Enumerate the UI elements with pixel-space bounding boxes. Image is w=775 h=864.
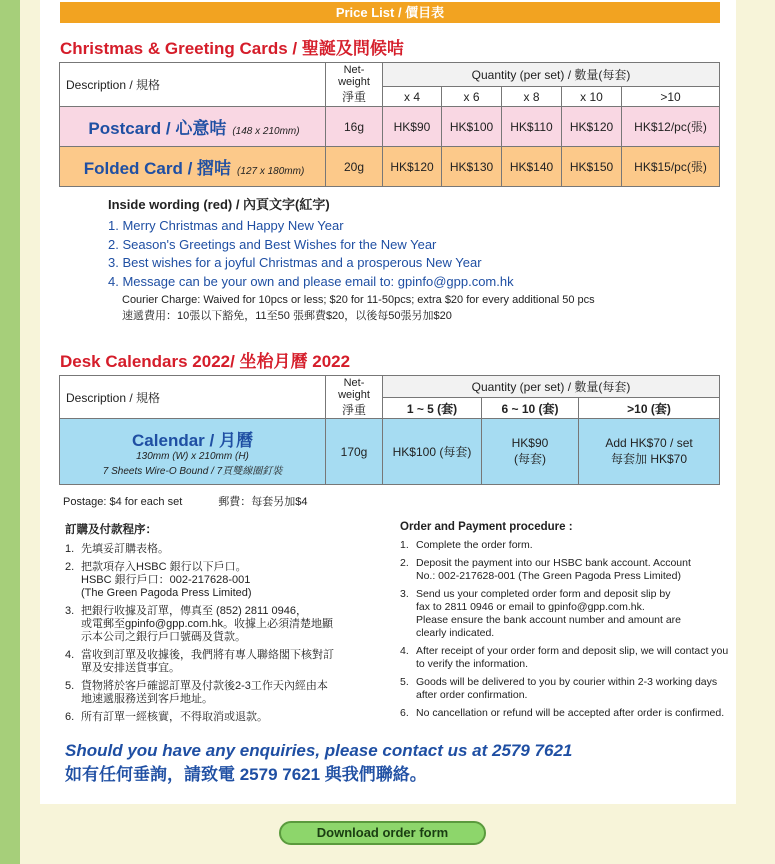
quantity-header: Quantity (per set) / 數量(每套): [383, 376, 720, 398]
price-cell: HK$130: [442, 147, 502, 187]
price-cell: HK$15/pc(張): [622, 147, 720, 187]
wording-option: 1. Merry Christmas and Happy New Year: [108, 218, 344, 233]
list-item: 6. 所有訂單一經核實，不得取消或退款。: [65, 711, 268, 723]
price-cell: HK$110: [502, 107, 562, 147]
price-cell: HK$90 (每套): [482, 419, 579, 485]
postcard-weight: 16g: [326, 107, 383, 147]
qty-col-8: x 8: [502, 87, 562, 107]
qty-col-1-5: 1 ~ 5 (套): [383, 398, 482, 419]
courier-charge-en: Courier Charge: Waived for 10pcs or less; $20 for 11-50pcs; extra $20 for every additional 50 pcs: [122, 294, 595, 306]
table-row: [60, 107, 720, 147]
folded-card-weight: 20g: [326, 147, 383, 187]
table-row: [60, 419, 720, 485]
procedure-en: Order and Payment procedure : 1. Complete the order form. 2. Deposit the payment into our HSBC bank account. Account No.: 002-217628-001 (The Green Pagoda Press Limited) 3. Send us your completed order form and deposit slip by fax to 2811 0946 or email to gpinfo@gpp.com.hk. Please ensure the bank account number and amount are clearly indicated. 4. After receipt of your order form and deposit slip, we will contact you to verify the information. 5. Goods will be delivered to you by courier within 2-3 working days after order confirmation. 6. No cancellation or refund will be accepted after order is confirmed.: [400, 521, 729, 719]
netweight-header: Net-weight 淨重: [326, 376, 383, 419]
calendars-price-table: [59, 375, 720, 485]
postcard-name: Postcard / 心意咭 (148 x 210mm): [60, 107, 326, 147]
netweight-header: Net-weight 淨重: [326, 63, 383, 107]
wording-option: 3. Best wishes for a joyful Christmas and a prosperous New Year: [108, 255, 482, 270]
enquiry-contact: Should you have any enquiries, please contact us at 2579 7621 如有任何垂詢，請致電 2579 7621 與我們聯絡。: [65, 741, 573, 784]
qty-col-over-10: >10: [622, 87, 720, 107]
postage-note: Postage: $4 for each set 郵費：每套另加$4: [63, 496, 308, 508]
list-item: 2. 把款項存入HSBC 銀行以下戶口。 HSBC 銀行戶口：002-217628-001 (The Green Pagoda Press Limited): [65, 561, 252, 599]
wording-option: 4. Message can be your own and please email to: gpinfo@gpp.com.hk: [108, 273, 514, 289]
download-order-form-button[interactable]: Download order form: [279, 821, 486, 845]
qty-col-4: x 4: [383, 87, 442, 107]
price-cell: HK$100: [442, 107, 502, 147]
list-item: 4. After receipt of your order form and deposit slip, we will contact you to verify the information.: [400, 645, 729, 670]
price-cell: HK$150: [562, 147, 622, 187]
courier-charge: [122, 292, 595, 324]
folded-card-name: Folded Card / 摺咭 (127 x 180mm): [60, 147, 326, 187]
list-item: 5. Goods will be delivered to you by courier within 2-3 working days after order confirmation.: [400, 676, 718, 701]
qty-col-over-10: >10 (套): [579, 398, 720, 419]
qty-col-6-10: 6 ~ 10 (套): [482, 398, 579, 419]
list-item: 1. 先填妥訂購表格。: [65, 543, 169, 555]
price-cell: HK$12/pc(張): [622, 107, 720, 147]
list-item: 2. Deposit the payment into our HSBC bank account. Account No.: 002-217628-001 (The Green Pagoda Press Limited): [400, 557, 691, 582]
left-side-bar: [0, 0, 20, 864]
list-item: 1. Complete the order form.: [400, 539, 533, 551]
cards-price-table: [59, 62, 720, 187]
list-item: 4. 當收到訂單及收據後，我們將有專人聯絡閣下核對訂 單及安排送貨事宜。: [65, 649, 334, 674]
cards-section-title: Christmas & Greeting Cards / 聖誕及問候咭: [60, 39, 404, 58]
description-header: Description / 規格: [60, 376, 326, 419]
price-cell: Add HK$70 / set 每套加 HK$70: [579, 419, 720, 485]
calendars-section-title: Desk Calendars 2022/ 坐枱月曆 2022: [60, 352, 351, 371]
price-cell: HK$90: [383, 107, 442, 147]
price-cell: HK$100 (每套): [383, 419, 482, 485]
description-header: Description / 規格: [60, 63, 326, 107]
wording-option: 2. Season's Greetings and Best Wishes for the New Year: [108, 236, 437, 252]
qty-col-6: x 6: [442, 87, 502, 107]
inside-wording: [108, 194, 708, 291]
list-item: 5. 貨物將於客戶確認訂單及付款後2-3工作天內經由本 地速遞服務送到客戶地址。: [65, 680, 328, 705]
price-list-header: Price List / 價目表: [60, 2, 720, 23]
quantity-header: Quantity (per set) / 數量(每套): [383, 63, 720, 87]
list-item: 3. 把銀行收據及訂單，傳真至 (852) 2811 0946， 或電郵至gpinfo@gpp.com.hk。收據上必須清楚地顯 示本公司之銀行戶口號碼及貨款。: [65, 605, 333, 643]
wording-title: Inside wording (red) / 內頁文字(紅字): [108, 197, 330, 212]
list-item: 6. No cancellation or refund will be accepted after order is confirmed.: [400, 707, 725, 719]
calendar-weight: 170g: [326, 419, 383, 485]
qty-col-10: x 10: [562, 87, 622, 107]
procedure-zh: 訂購及付款程序： 1. 先填妥訂購表格。 2. 把款項存入HSBC 銀行以下戶口。 HSBC 銀行戶口：002-217628-001 (The Green Pagoda Press Limited) 3. 把銀行收據及訂單，傳真至 (852) 2811 0946， 或電郵至gpinfo@gpp.com.hk。收據上必須清楚地顯 示本公司之銀行戶口號碼及貨款。 4. 當收到訂單及收據後，我們將有專人聯絡閣下核對訂 單及安排送貨事宜。 5. 貨物將於客戶確認訂單及付款後2-3工作天內經由本 地速遞服務送到客戶地址。 6. 所有訂單一經核實，不得取消或退款。: [65, 521, 385, 729]
price-cell: HK$120: [562, 107, 622, 147]
courier-charge-zh: 速遞費用：10張以下豁免，11至50 張郵費$20，以後每50張另加$20: [122, 310, 452, 322]
price-cell: HK$140: [502, 147, 562, 187]
price-cell: HK$120: [383, 147, 442, 187]
list-item: 3. Send us your completed order form and deposit slip by fax to 2811 0946 or email to gpinfo@gpp.com.hk. Please ensure the bank account number and amount are clearly indicated.: [400, 588, 682, 639]
calendar-desc: Calendar / 月曆 130mm (W) x 210mm (H) 7 Sheets Wire-O Bound / 7頁雙線圈釘裝: [60, 419, 326, 485]
table-row: [60, 147, 720, 187]
